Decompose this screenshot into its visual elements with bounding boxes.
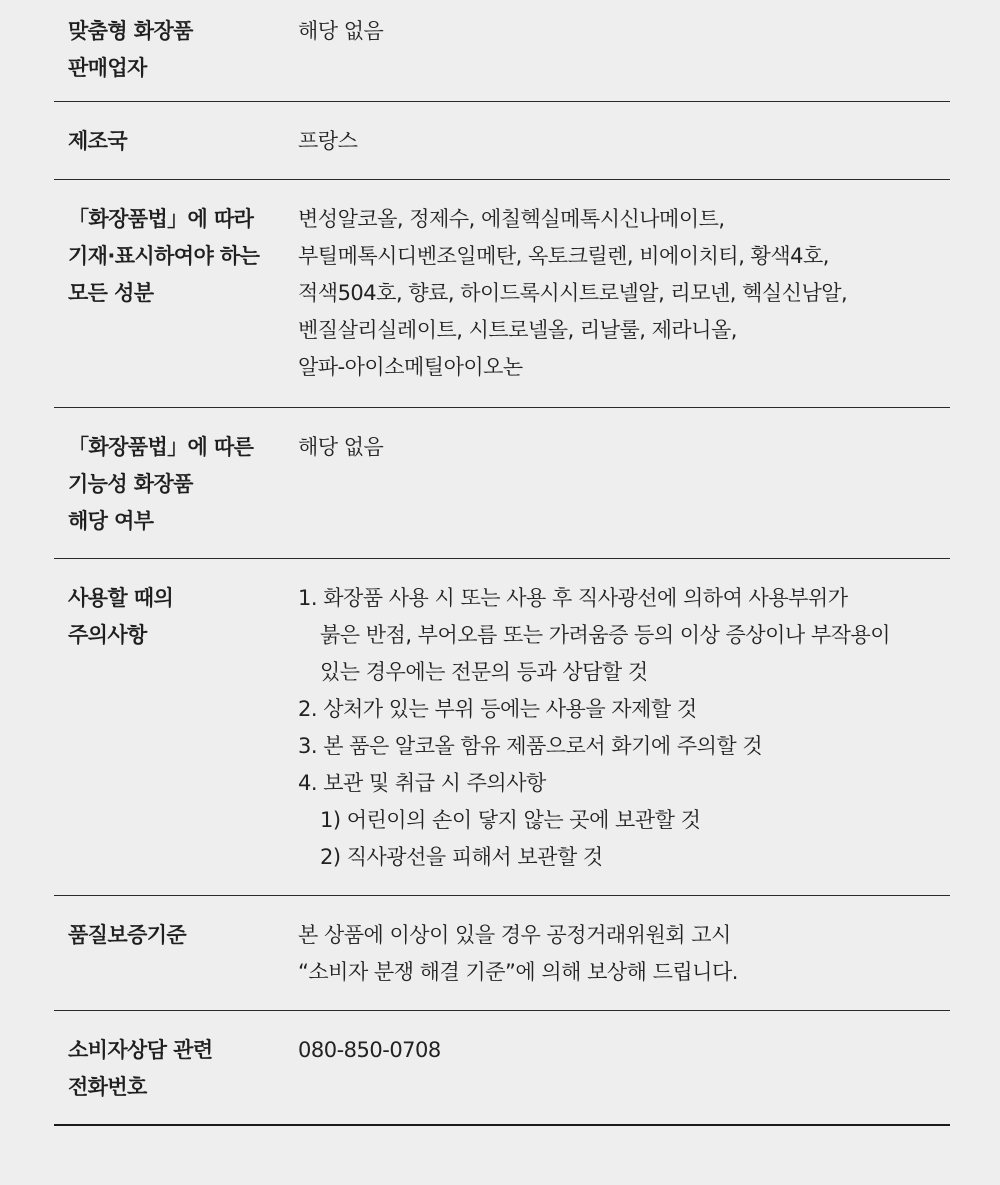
- row-value: [298, 123, 950, 179]
- row-label: [54, 123, 298, 179]
- row-value: [298, 201, 950, 407]
- row-label: [54, 201, 298, 407]
- row-all-ingredients: [54, 180, 950, 408]
- value-line: “소비자 분쟁 해결 기준”에 의해 보상해 드립니다.: [298, 960, 738, 984]
- value-line: 1) 어린이의 손이 닿지 않는 곳에 보관할 것: [320, 808, 701, 832]
- row-value: [298, 13, 950, 101]
- value-line: 2) 직사광선을 피해서 보관할 것: [320, 845, 603, 869]
- value-line: 2. 상처가 있는 부위 등에는 사용을 자제할 것: [298, 697, 697, 721]
- value-line: 있는 경우에는 전문의 등과 상담할 것: [320, 660, 648, 684]
- value-line: 프랑스: [298, 129, 358, 153]
- product-info-table: [54, 0, 950, 1126]
- row-value: [298, 917, 950, 1010]
- row-precautions: [54, 559, 950, 896]
- value-line: 본 상품에 이상이 있을 경우 공정거래위원회 고시: [298, 923, 731, 947]
- value-line: 해당 없음: [298, 435, 384, 459]
- label-line: 「화장품법」에 따른: [68, 435, 254, 459]
- label-line: 판매업자: [68, 56, 147, 80]
- value-line: 4. 보관 및 취급 시 주의사항: [298, 771, 546, 795]
- value-line: 부틸메톡시디벤조일메탄, 옥토크릴렌, 비에이치티, 황색4호,: [298, 244, 829, 268]
- label-line: 「화장품법」에 따라: [68, 207, 254, 231]
- value-line: 적색504호, 향료, 하이드록시시트로넬알, 리모넨, 헥실신남알,: [298, 281, 848, 305]
- row-quality-guarantee: [54, 896, 950, 1011]
- row-value: [298, 429, 950, 558]
- row-consumer-phone: [54, 1011, 950, 1126]
- row-label: [54, 13, 298, 101]
- value-line: 알파-아이소메틸아이오논: [298, 355, 523, 379]
- row-label: [54, 1032, 298, 1124]
- label-line: 소비자상담 관련: [68, 1038, 213, 1062]
- phone-number: 080-850-0708: [298, 1038, 441, 1062]
- label-line: 품질보증기준: [68, 923, 187, 947]
- label-line: 전화번호: [68, 1075, 147, 1099]
- label-line: 해당 여부: [68, 509, 154, 533]
- row-label: [54, 917, 298, 1010]
- value-line: 1. 화장품 사용 시 또는 사용 후 직사광선에 의하여 사용부위가: [298, 586, 848, 610]
- value-line: 3. 본 품은 알코올 함유 제품으로서 화기에 주의할 것: [298, 734, 763, 758]
- label-line: 사용할 때의: [68, 586, 174, 610]
- value-line: 변성알코올, 정제수, 에칠헥실메톡시신나메이트,: [298, 207, 725, 231]
- label-line: 모든 성분: [68, 281, 154, 305]
- row-country-of-manufacture: [54, 102, 950, 180]
- value-line: 벤질살리실레이트, 시트로넬올, 리날룰, 제라니올,: [298, 318, 737, 342]
- row-customized-cosmetics-seller: [54, 0, 950, 102]
- label-line: 기능성 화장품: [68, 472, 193, 496]
- row-functional-cosmetics: [54, 408, 950, 559]
- label-line: 기재·표시하여야 하는: [68, 244, 260, 268]
- row-value: [298, 1032, 950, 1124]
- value-line: 붉은 반점, 부어오름 또는 가려움증 등의 이상 증상이나 부작용이: [320, 623, 891, 647]
- row-label: [54, 429, 298, 558]
- row-label: [54, 580, 298, 895]
- label-line: 제조국: [68, 129, 128, 153]
- label-line: 맞춤형 화장품: [68, 19, 193, 43]
- value-line: 해당 없음: [298, 19, 384, 43]
- row-value: [298, 580, 950, 895]
- label-line: 주의사항: [68, 623, 147, 647]
